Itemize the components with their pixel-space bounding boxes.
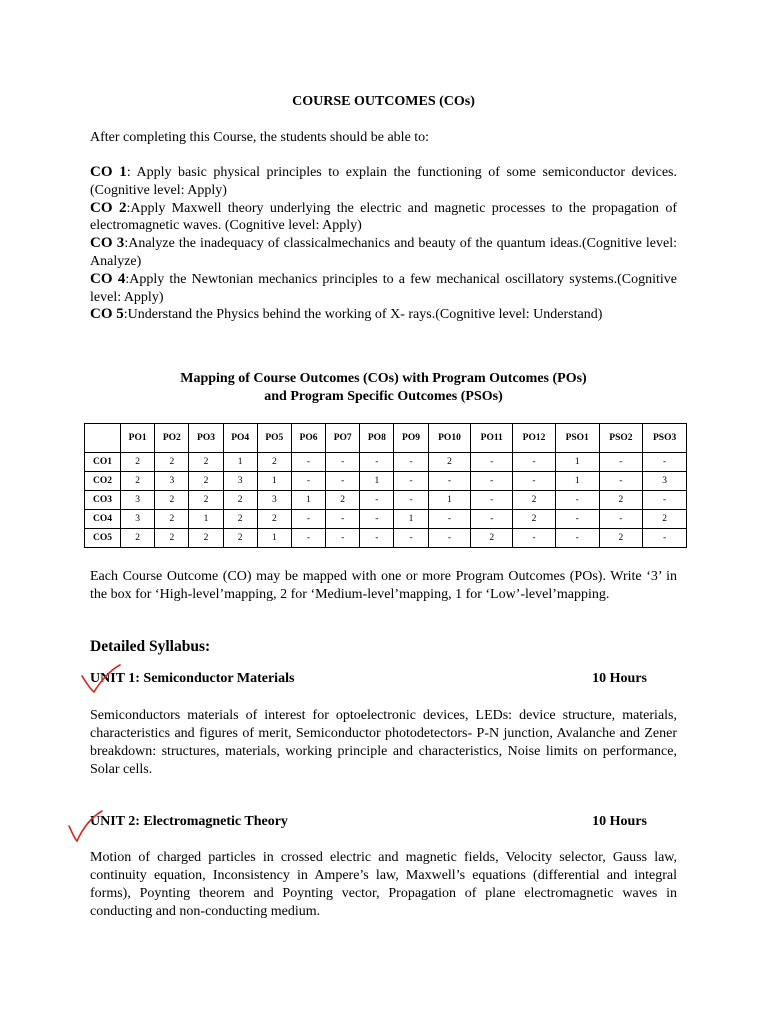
table-cell: - [326, 529, 360, 548]
table-cell: 2 [189, 453, 223, 472]
table-cell: 1 [189, 510, 223, 529]
table-cell: - [360, 453, 394, 472]
co-text: :Apply Maxwell theory underlying the electric and magnetic processes to the propagation of electromagnetic waves. (Cognitive level: Apply) [90, 200, 677, 234]
table-cell: 2 [189, 472, 223, 491]
table-cell: 2 [223, 529, 257, 548]
row-header-co5: CO5 [85, 529, 121, 548]
mapping-heading [90, 370, 677, 406]
table-row [85, 491, 687, 510]
co-text: :Understand the Physics behind the working of X- rays.(Cognitive level: Understand) [123, 307, 603, 323]
co-text: :Apply the Newtonian mechanics principles to a few mechanical oscillatory systems.(Cognitive level: Apply) [90, 271, 678, 305]
table-cell: 2 [155, 453, 189, 472]
unit-1-heading [90, 671, 647, 687]
table-cell: - [471, 510, 513, 529]
table-cell: 2 [223, 510, 257, 529]
column-header-po1: PO1 [121, 424, 155, 453]
table-cell: - [513, 529, 556, 548]
unit-description: Semiconductors materials of interest for optoelectronic devices, LEDs: device structure, materials, characteristics and figures of merit, Semiconductor photodetectors- P-N junction, Avalanche and Zener breakdown: structures, materials, working principle and characteristics, Noise limits on performance, Solar cells. [90, 708, 677, 777]
table-cell: - [394, 491, 428, 510]
table-cell: - [599, 453, 643, 472]
table-cell: - [428, 472, 471, 491]
table-cell: 2 [189, 491, 223, 510]
table-cell: - [471, 453, 513, 472]
table-cell: 2 [121, 453, 155, 472]
course-outcome-item [90, 271, 677, 307]
table-row [85, 529, 687, 548]
intro-text: After completing this Course, the students should be able to: [90, 130, 430, 145]
table-cell: - [513, 472, 556, 491]
check-mark-icon [66, 808, 106, 844]
table-cell: 2 [155, 529, 189, 548]
course-outcome-item [90, 164, 677, 200]
table-cell: - [291, 472, 325, 491]
syllabus-heading: Detailed Syllabus: [90, 638, 211, 655]
table-cell: 2 [223, 491, 257, 510]
column-header-po12: PO12 [513, 424, 556, 453]
table-cell: - [599, 510, 643, 529]
table-cell: 2 [599, 491, 643, 510]
table-cell: - [360, 491, 394, 510]
table-cell: 2 [326, 491, 360, 510]
table-cell: - [428, 510, 471, 529]
course-outcome-item [90, 306, 677, 324]
co-label: CO 1 [90, 164, 127, 180]
table-cell: 2 [257, 453, 291, 472]
table-cell: 2 [471, 529, 513, 548]
table-cell: - [291, 510, 325, 529]
co-label: CO 3 [90, 235, 125, 252]
table-cell: 3 [257, 491, 291, 510]
table-row [85, 453, 687, 472]
table-cell: 3 [155, 472, 189, 491]
table-cell: 2 [189, 529, 223, 548]
table-cell: 2 [643, 510, 687, 529]
table-cell: 2 [513, 491, 556, 510]
table-cell: 1 [257, 529, 291, 548]
table-cell: 1 [394, 510, 428, 529]
table-cell: - [599, 472, 643, 491]
table-cell: - [326, 472, 360, 491]
unit-1-body [90, 707, 677, 779]
unit-hours: 10 Hours [592, 814, 647, 829]
unit-title: UNIT 1: Semiconductor Materials [90, 671, 295, 686]
row-header-co2: CO2 [85, 472, 121, 491]
table-cell: - [394, 472, 428, 491]
table-cell: - [471, 472, 513, 491]
column-header-po8: PO8 [360, 424, 394, 453]
table-cell: 1 [428, 491, 471, 510]
table-cell: 1 [223, 453, 257, 472]
table-cell: - [394, 453, 428, 472]
column-header-po2: PO2 [155, 424, 189, 453]
co-text: : Apply basic physical principles to explain the functioning of some semiconductor devices. (Cognitive level: Apply) [90, 165, 678, 198]
table-cell: - [555, 491, 599, 510]
mapping-header-row [85, 424, 687, 453]
table-cell: - [291, 453, 325, 472]
table-cell: 1 [360, 472, 394, 491]
table-cell: - [326, 510, 360, 529]
course-outcomes-list [90, 164, 677, 324]
mapping-heading-line2: and Program Specific Outcomes (PSOs) [264, 389, 503, 404]
table-cell: - [555, 529, 599, 548]
table-cell: 1 [555, 472, 599, 491]
column-header-po4: PO4 [223, 424, 257, 453]
unit-2-body [90, 849, 677, 921]
table-cell: 1 [291, 491, 325, 510]
table-cell: - [555, 510, 599, 529]
table-cell: 2 [257, 510, 291, 529]
column-header-po6: PO6 [291, 424, 325, 453]
mapping-heading-line1: Mapping of Course Outcomes (COs) with Program Outcomes (POs) [180, 371, 587, 386]
column-header-po7: PO7 [326, 424, 360, 453]
check-mark-icon [80, 662, 124, 696]
row-header-co4: CO4 [85, 510, 121, 529]
mapping-note-text: Each Course Outcome (CO) may be mapped with one or more Program Outcomes (POs). Write ‘3’ in the box for ‘High-level’mapping, 2 for ‘Medium-level’mapping, 1 for ‘Low’-level’mapping. [90, 569, 677, 602]
row-header-co1: CO1 [85, 453, 121, 472]
table-cell: - [643, 529, 687, 548]
co-label: CO 2 [90, 199, 127, 216]
table-cell: - [291, 529, 325, 548]
unit-title: UNIT 2: Electromagnetic Theory [90, 814, 288, 829]
table-cell: - [643, 491, 687, 510]
table-cell: - [394, 529, 428, 548]
table-cell: 2 [155, 510, 189, 529]
row-header-co3: CO3 [85, 491, 121, 510]
table-cell: - [326, 453, 360, 472]
table-cell: 2 [428, 453, 471, 472]
table-cell: - [513, 453, 556, 472]
table-row [85, 510, 687, 529]
co-text: :Analyze the inadequacy of classicalmechanics and beauty of the quantum ideas.(Cognitive level: Analyze) [90, 236, 677, 269]
table-cell: 1 [555, 453, 599, 472]
table-cell: - [428, 529, 471, 548]
table-cell: 3 [121, 491, 155, 510]
table-cell: 2 [599, 529, 643, 548]
table-cell: 2 [155, 491, 189, 510]
column-header-po11: PO11 [471, 424, 513, 453]
table-row [85, 472, 687, 491]
column-header-po5: PO5 [257, 424, 291, 453]
table-cell: 2 [121, 472, 155, 491]
column-header-pso1: PSO1 [555, 424, 599, 453]
table-cell: 2 [513, 510, 556, 529]
column-header-po10: PO10 [428, 424, 471, 453]
column-header-po3: PO3 [189, 424, 223, 453]
table-corner-cell [85, 424, 121, 453]
column-header-pso3: PSO3 [643, 424, 687, 453]
table-cell: 3 [121, 510, 155, 529]
table-cell: - [471, 491, 513, 510]
co-label: CO 4 [90, 270, 126, 287]
table-cell: - [643, 453, 687, 472]
table-cell: - [360, 510, 394, 529]
column-header-po9: PO9 [394, 424, 428, 453]
unit-description: Motion of charged particles in crossed electric and magnetic fields, Velocity selector, Gauss law, continuity equation, Inconsistency in Ampere’s law, Maxwell’s equations (differential and integral forms), Poynting theorem and Poynting vector, Propagation of plane electromagnetic waves in conducting and non-conducting medium. [90, 850, 677, 919]
unit-2-heading [90, 814, 647, 830]
table-cell: 1 [257, 472, 291, 491]
column-header-pso2: PSO2 [599, 424, 643, 453]
unit-hours: 10 Hours [592, 671, 647, 686]
course-outcome-item [90, 200, 677, 236]
mapping-note [90, 568, 677, 604]
table-cell: 2 [121, 529, 155, 548]
course-outcome-item [90, 235, 677, 271]
table-cell: 3 [223, 472, 257, 491]
table-cell: - [360, 529, 394, 548]
co-label: CO 5 [90, 306, 124, 323]
mapping-table [84, 423, 687, 548]
page-title: COURSE OUTCOMES (COs) [292, 94, 475, 109]
table-cell: 3 [643, 472, 687, 491]
